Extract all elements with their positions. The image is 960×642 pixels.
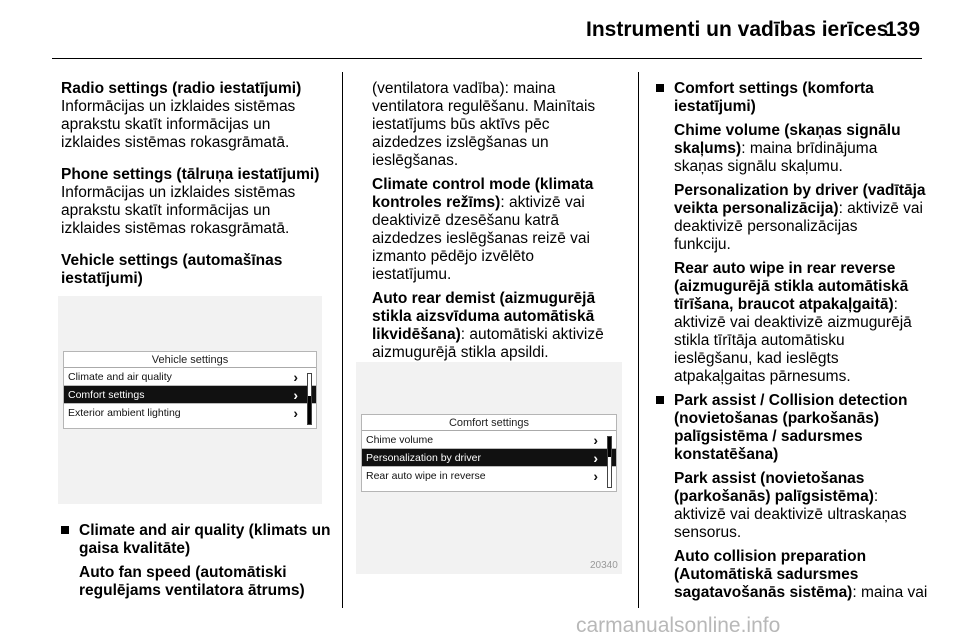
park-assist-heading: Park assist (novietošanas [674, 470, 865, 487]
rear-wipe-heading-cont: (aizmugurējā stikla automātiskā [674, 278, 909, 295]
collision-prep-heading: Auto collision preparation [674, 548, 867, 565]
menu-item-climate [64, 368, 316, 386]
bullet-icon [656, 396, 664, 404]
phone-body-line: Informācijas un izklaides sistēmas [61, 184, 296, 201]
phone-settings-heading: Phone settings (tālruņa iestatījumi) [61, 166, 320, 183]
chevron-right-icon: › [593, 468, 598, 484]
collision-prep-heading-cont: sagatavošanās sistēma) [674, 584, 853, 601]
auto-fan-body-line: ventilatora regulēšanu. Mainītais [372, 98, 596, 115]
personalization-body-line: deaktivizē personalizācijas [674, 218, 858, 235]
column-3 [656, 80, 946, 602]
menu-scrollbar [307, 373, 312, 425]
figure-number: 20340 [590, 560, 618, 571]
climate-mode-heading-cont: kontroles režīms) [372, 194, 501, 211]
park-assist-heading-cont: (parkošanās) palīgsistēma) [674, 488, 874, 505]
phone-body-line: izklaides sistēmas rokasgrāmatā. [61, 220, 290, 237]
vehicle-settings-figure [58, 296, 322, 504]
menu-item-exterior-lighting [64, 404, 316, 422]
climate-bullet-heading: Climate and air quality (klimats un [79, 522, 331, 539]
park-assist-bullet [656, 392, 946, 602]
screen-title: Vehicle settings [64, 352, 316, 368]
chime-heading-cont: skaļums) [674, 140, 742, 157]
park-bullet-heading: Park assist / Collision detection [674, 392, 908, 409]
rear-wipe-heading: Rear auto wipe in rear reverse [674, 260, 896, 277]
climate-mode-heading: Climate control mode (klimata [372, 176, 594, 193]
column-1-lower [61, 522, 333, 600]
column-divider-1 [342, 72, 343, 608]
chevron-right-icon: › [593, 432, 598, 448]
menu-item-personalization [362, 449, 616, 467]
menu-item-label: Rear auto wipe in reverse [366, 470, 486, 482]
comfort-settings-screen [361, 414, 617, 492]
rear-demist-heading-cont: likvidēšana) [372, 326, 461, 343]
header-divider [52, 58, 922, 59]
chime-heading: Chime volume (skaņas signālu [674, 122, 901, 139]
chevron-right-icon: › [293, 387, 298, 403]
column-1 [61, 80, 333, 288]
rear-wipe-body-line: aktivizē vai deaktivizē aizmugurējā [674, 314, 912, 331]
park-bullet-heading-cont: konstatēšana) [674, 446, 779, 463]
page-number: 139 [885, 18, 921, 41]
comfort-bullet-heading-cont: iestatījumi) [674, 98, 756, 115]
rear-demist-body-line: aizmugurējā stikla apsildi. [372, 344, 549, 361]
auto-fan-body-line: iestatījums būs aktīvs pēc [372, 116, 550, 133]
menu-item-chime-volume [362, 431, 616, 449]
personalization-heading: Personalization by driver (vadītāja [674, 182, 926, 199]
radio-body-line: aprakstu skatīt informācijas un [61, 116, 271, 133]
personalization-body-line: funkciju. [674, 236, 731, 253]
collision-prep-body-start: : maina vai [852, 584, 928, 601]
menu-item-comfort [64, 386, 316, 404]
climate-mode-body-line: izmanto pēdējo izvēlēto [372, 248, 534, 265]
climate-mode-body-start: : aktivizē vai [500, 194, 585, 211]
rear-wipe-body-line: atpakaļgaitas pārnesums. [674, 368, 851, 385]
chevron-right-icon: › [593, 450, 598, 466]
rear-wipe-body-line: ieslēgšanu, kad ieslēgts [674, 350, 839, 367]
chime-body-line: skaņas signālu skaļumu. [674, 158, 843, 175]
chime-body-start: : maina brīdinājuma [741, 140, 878, 157]
climate-bullet [61, 522, 333, 600]
radio-settings-heading: Radio settings (radio iestatījumi) [61, 80, 302, 97]
vehicle-settings-heading-cont: iestatījumi) [61, 270, 143, 287]
scrollbar-thumb [608, 437, 611, 457]
auto-fan-body-line: ieslēgšanas. [372, 152, 459, 169]
park-assist-body-line: sensorus. [674, 524, 742, 541]
radio-body-line: Informācijas un izklaides sistēmas [61, 98, 296, 115]
climate-mode-body-line: deaktivizē dzesēšanu katrā [372, 212, 559, 229]
auto-fan-heading: Auto fan speed (automātiski [79, 564, 287, 581]
personalization-body-start: : aktivizē vai [838, 200, 923, 217]
page-header [0, 0, 960, 60]
bullet-icon [656, 84, 664, 92]
menu-item-label: Personalization by driver [366, 452, 481, 464]
climate-mode-body-line: iestatījumu. [372, 266, 452, 283]
menu-item-label: Exterior ambient lighting [68, 407, 181, 419]
menu-item-label: Comfort settings [68, 389, 145, 401]
rear-demist-body-start: : automātiski aktivizē [460, 326, 604, 343]
personalization-heading-cont: veikta personalizācija) [674, 200, 839, 217]
scrollbar-thumb [308, 396, 311, 424]
collision-prep-heading-cont: (Automātiskā sadursmes [674, 566, 859, 583]
auto-fan-body-line: (ventilatora vadība): maina [372, 80, 556, 97]
climate-mode-body-line: aizdedzes ieslēgšanas reizē vai [372, 230, 590, 247]
park-bullet-heading-cont: (novietošanas (parkošanās) [674, 410, 880, 427]
menu-item-label: Chime volume [366, 434, 434, 446]
rear-wipe-body-start: : [893, 296, 898, 313]
rear-demist-heading-cont: stikla aizsvīduma automātiskā [372, 308, 595, 325]
vehicle-settings-heading: Vehicle settings (automašīnas [61, 252, 283, 269]
column-divider-2 [638, 72, 639, 608]
column-2 [372, 80, 632, 362]
rear-wipe-heading-cont: tīrīšana, braucot atpakaļgaitā) [674, 296, 894, 313]
climate-bullet-heading-cont: gaisa kvalitāte) [79, 540, 191, 557]
park-assist-body-start: : [873, 488, 879, 505]
rear-wipe-body-line: stikla tīrītāja automātisku [674, 332, 845, 349]
menu-item-rear-wipe [362, 467, 616, 485]
chevron-right-icon: › [293, 369, 298, 385]
comfort-settings-figure [356, 362, 622, 574]
comfort-bullet-heading: Comfort settings (komforta [674, 80, 874, 97]
chevron-right-icon: › [293, 405, 298, 421]
radio-body-line: izklaides sistēmas rokasgrāmatā. [61, 134, 290, 151]
menu-item-label: Climate and air quality [68, 371, 172, 383]
page-title: Instrumenti un vadības ierīces [586, 18, 889, 41]
park-bullet-heading-cont: palīgsistēma / sadursmes [674, 428, 863, 445]
park-assist-body-line: aktivizē vai deaktivizē ultraskaņas [674, 506, 907, 523]
bullet-icon [61, 526, 69, 534]
rear-demist-heading: Auto rear demist (aizmugurējā [372, 290, 596, 307]
auto-fan-heading-cont: regulējams ventilatora ātrums) [79, 582, 305, 599]
vehicle-settings-screen [63, 351, 317, 429]
watermark: carmanualsonline.info [576, 614, 781, 637]
menu-scrollbar [607, 436, 612, 488]
comfort-bullet [656, 80, 946, 386]
auto-fan-body-line: aizdedzes izslēgšanas un [372, 134, 549, 151]
phone-body-line: aprakstu skatīt informācijas un [61, 202, 271, 219]
screen-title: Comfort settings [362, 415, 616, 431]
